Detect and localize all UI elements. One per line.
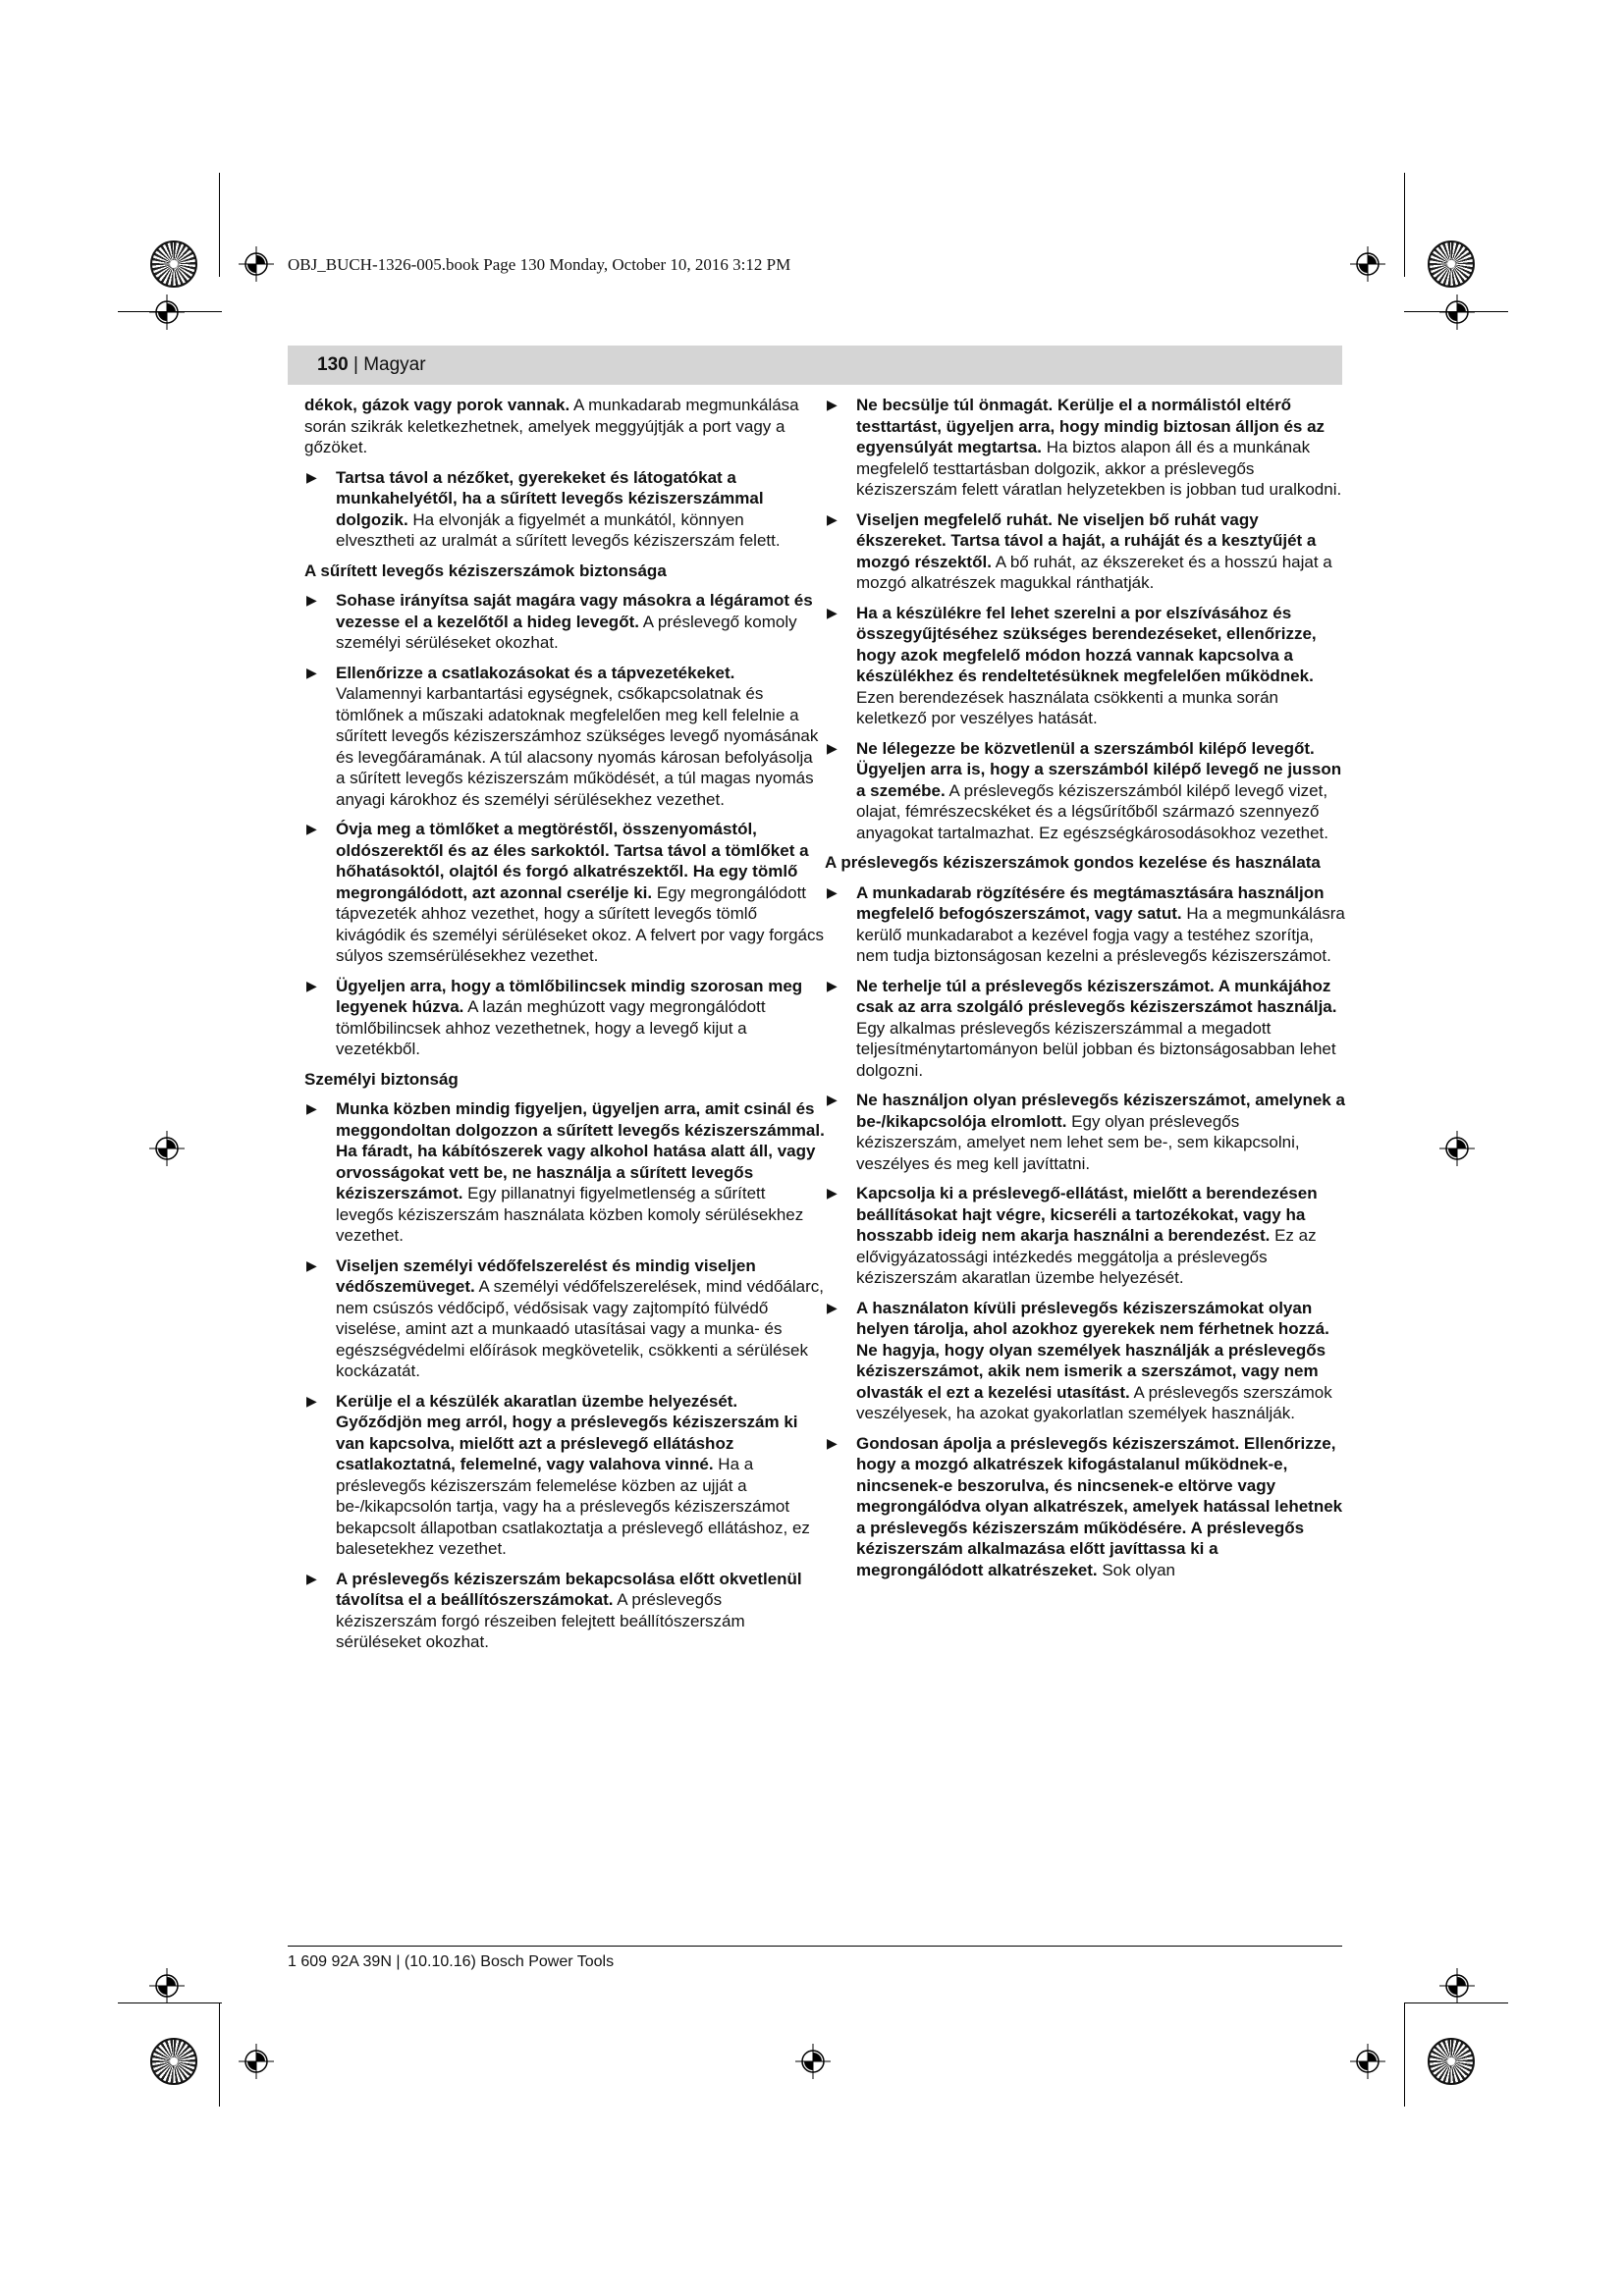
triangle-right-icon: ▶ [827, 977, 838, 993]
triangle-right-icon: ▶ [306, 1392, 317, 1409]
crosshair-target-icon [1439, 294, 1475, 330]
list-item: ▶ Munka közben mindig figyeljen, ügyeljen arra, amit csinál és meggondoltan dolgozzon a sűrített levegős kéziszerszámmal. Ha fáradt, ha kábítószerek vagy alkohol hatása alatt áll, vagy orvosságokat vett be, ne használja a sűrített levegős kéziszerszámot. Egy pillanatnyi figyelmetlenség a sűrített levegős kéziszerszám használata közben komoly sérülésekhez vezethet. [306, 1099, 825, 1245]
list-item: ▶ Ne becsülje túl önmagát. Kerülje el a normálistól eltérő testtartást, ügyeljen arra, hogy mindig biztosan álljon és az egyensúlyát megtartsa. Ha biztos alapon áll és a munkának megfelelő testtartásban dolgozik, akkor a préslevegős kéziszerszám felett váratlan helyzetekben is jobban tud uralkodni. [827, 396, 1342, 499]
section-heading: A préslevegős kéziszerszámok gondos kezelése és használata [825, 853, 1321, 872]
crosshair-target-icon [149, 294, 185, 330]
section-name: Magyar [363, 354, 426, 375]
list-item: ▶ Ne lélegezze be közvetlenül a szerszámból kilépő levegőt. Ügyeljen arra is, hogy a szerszámból kilépő levegő ne jusson a szemébe. A préslevegős kéziszerszámból kilépő levegő vizet, olajat, fémrészecskéket és a légsűrítőből származó szennyező anyagokat tartalmazhat. Ez egészségkárosodásokhoz vezethet. [827, 738, 1342, 842]
triangle-right-icon: ▶ [827, 1299, 838, 1315]
list-item: ▶ Sohase irányítsa saját magára vagy másokra a légáramot és vezesse el a kezelőtől a hideg levegőt. A préslevegő komoly személyi sérüléseket okozhat. [306, 591, 813, 652]
triangle-right-icon: ▶ [827, 397, 838, 412]
list-item: ▶ Ügyeljen arra, hogy a tömlőbilincsek mindig szorosan meg legyenek húzva. A lazán meghúzott vagy megrongálódott tömlőbilincsek ahhoz vezethetnek, hogy a levegő kijut a vezetékből. [306, 976, 803, 1058]
list-item: ▶ A munkadarab rögzítésére és megtámasztására használjon megfelelő befogószerszámot, vagy satut. Ha a megmunkálásra kerülő munkadarabot a kezével fogja vagy a testéhez szorítja, nem tudja biztonságosan kezelni a préslevegős kéziszerszámot. [827, 882, 1345, 965]
registration-mark-icon [150, 240, 197, 288]
right-column [825, 395, 1345, 1589]
triangle-right-icon: ▶ [827, 1092, 838, 1107]
crosshair-target-icon [1350, 246, 1385, 282]
crop-line [1404, 2002, 1405, 2107]
triangle-right-icon: ▶ [306, 592, 317, 608]
page-header-bar [288, 346, 1342, 385]
crop-line [1404, 173, 1405, 277]
triangle-right-icon: ▶ [827, 1185, 838, 1201]
triangle-right-icon: ▶ [306, 468, 317, 485]
triangle-right-icon: ▶ [827, 739, 838, 756]
list-item: ▶ Viseljen személyi védőfelszerelést és mindig viseljen védőszemüveget. A személyi védőfelszerelések, mind védőálarc, nem csúszós védőcipő, védősisak vagy zajtompító fülvédő viselése, amint azt a munkaadó utasításai vagy a munka- és egészségvédelmi előírások megkövetelik, csökkenti a sérülések kockázatát. [306, 1255, 825, 1380]
crosshair-target-icon [1439, 1131, 1475, 1166]
list-item: ▶ Kerülje el a készülék akaratlan üzembe helyezését. Győződjön meg arról, hogy a préslevegős kéziszerszám ki van kapcsolva, mielőtt azt a préslevegő ellátáshoz csatlakoztatná, felemelné, vagy valahova vinné. Ha a préslevegős kéziszerszám felemelése közben az ujját a be-/kikapcsolón tartja, vagy ha a préslevegős kéziszerszámot bekapcsolt állapotban csatlakoztatja a préslevegő ellátáshoz, ez balesetekhez vezethet. [306, 1391, 810, 1558]
crosshair-target-icon [1439, 1968, 1475, 2003]
section-heading: A sűrített levegős kéziszerszámok biztonsága [304, 561, 667, 580]
triangle-right-icon: ▶ [306, 977, 317, 993]
list-item: ▶ Ellenőrizze a csatlakozásokat és a tápvezetékeket. Valamennyi karbantartási egységnek, csőkapcsolatnak és tömlőnek a műszaki adatoknak megfelelően meg kell felelnie a sűrített levegős kéziszerszámhoz szükséges levegő nyomásának és levegőáramának. A túl alacsony nyomás károsan befolyásolja a sűrített levegős kéziszerszám működését, a túl magas nyomás anyagi károkhoz és személyi sérülésekhez vezethet. [306, 663, 819, 809]
crosshair-target-icon [149, 1968, 185, 2003]
page-footer: 1 609 92A 39N | (10.10.16) Bosch Power Tools [288, 1953, 615, 1970]
left-column [304, 395, 825, 1662]
crop-line [219, 173, 220, 277]
file-info-line: OBJ_BUCH-1326-005.book Page 130 Monday, October 10, 2016 3:12 PM [288, 255, 791, 274]
list-item: ▶ Ne terhelje túl a préslevegős kéziszerszámot. A munkájához csak az arra szolgáló préslevegős kéziszerszámot használja. Egy alkalmas préslevegős kéziszerszámmal a megadott teljesítménytartományon belül jobban és biztonságosabban lehet dolgozni. [827, 976, 1337, 1080]
triangle-right-icon: ▶ [306, 1570, 317, 1586]
triangle-right-icon: ▶ [306, 1256, 317, 1273]
triangle-right-icon: ▶ [306, 821, 317, 836]
list-item: ▶ Gondosan ápolja a préslevegős kéziszerszámot. Ellenőrizze, hogy a mozgó alkatrészek kifogástalanul működnek-e, nincsenek-e beszorulva, és nincsenek-e eltörve vagy megrongálódva olyan alkatrészek, amelyek hatással lehetnek a préslevegős kéziszerszám működésére. A préslevegős kéziszerszám alkalmazása előtt javíttassa ki a megrongálódott alkatrészeket. Sok olyan [827, 1433, 1343, 1579]
page-title: 130 | Magyar [317, 354, 426, 375]
crop-line [219, 2002, 220, 2107]
list-item: ▶ A préslevegős kéziszerszám bekapcsolása előtt okvetlenül távolítsa el a beállítószerszámokat. A préslevegős kéziszerszám forgó részeiben felejtett beállítószerszám sérüléseket okozhat. [306, 1569, 802, 1651]
crosshair-target-icon [149, 1131, 185, 1166]
registration-mark-icon [150, 2038, 197, 2085]
list-item: ▶ Kapcsolja ki a préslevegő-ellátást, mielőtt a berendezésen beállításokat hajt végre, kicseréli a tartozékokat, vagy ha hosszabb ideig nem akarja használni a berendezést. Ez az elővigyázatossági intézkedés meggátolja a préslevegős kéziszerszám akaratlan üzembe helyezését. [827, 1184, 1318, 1287]
triangle-right-icon: ▶ [306, 1100, 317, 1116]
list-item: ▶ Ne használjon olyan préslevegős kéziszerszámot, amelynek a be-/kikapcsolója elromlott. Egy olyan préslevegős kéziszerszám, amelyet nem lehet sem be-, sem kikapcsolni, veszélyes és meg kell javíttatni. [827, 1091, 1345, 1173]
registration-mark-icon [1428, 2038, 1475, 2085]
paragraph: dékok, gázok vagy porok vannak. A munkadarab megmunkálása során szikrák keletkezhetnek, amelyek meggyújtják a port vagy a gőzöket. [304, 396, 799, 456]
crosshair-target-icon [795, 2044, 831, 2079]
section-heading: Személyi biztonság [304, 1069, 459, 1089]
triangle-right-icon: ▶ [306, 664, 317, 680]
list-item: ▶ Óvja meg a tömlőket a megtöréstől, összenyomástól, oldószerektől és az éles sarkoktól. Tartsa távol a tömlőket a hőhatásoktól, olajtól és forgó alkatrészektől. Ha egy tömlő megrongálódott, azt azonnal cserélje ki. Egy megrongálódott tápvezeték ahhoz vezethet, hogy a sűrített levegős tömlő kivágódik és személyi sérüléseket okoz. A felvert por vagy forgács súlyos szemsérülésekhez vezethet. [306, 820, 825, 965]
footer-divider [288, 1946, 1342, 1947]
crosshair-target-icon [239, 246, 274, 282]
triangle-right-icon: ▶ [827, 883, 838, 900]
list-item: ▶ Ha a készülékre fel lehet szerelni a por elszívásához és összegyűjtéséhez szükséges berendezéseket, ellenőrizze, hogy azok megfelelő módon hozzá vannak kapcsolva a készülékhez és rendeltetésüknek megfelelően működnek. Ezen berendezések használata csökkenti a munka során keletkező por veszélyes hatását. [827, 603, 1317, 727]
registration-mark-icon [1428, 240, 1475, 288]
list-item: ▶ A használaton kívüli préslevegős kéziszerszámokat olyan helyen tárolja, ahol azokhoz gyerekek nem férhetnek hozzá. Ne hagyja, hogy olyan személyek használják a préslevegős kéziszerszámot, akik nem ismerik a szerszámot, vagy nem olvasták el ezt a kezelési utasítást. A préslevegős szerszámok veszélyesek, ha azokat gyakorlatlan személyek használják. [827, 1298, 1332, 1422]
triangle-right-icon: ▶ [827, 1434, 838, 1451]
crosshair-target-icon [1350, 2044, 1385, 2079]
list-item: ▶ Tartsa távol a nézőket, gyerekeket és látogatókat a munkahelyétől, ha a sűrített levegős kéziszerszámmal dolgozik. Ha elvonják a figyelmét a munkától, könnyen elvesztheti az uralmát a sűrített levegős kéziszerszám felett. [306, 467, 781, 550]
triangle-right-icon: ▶ [827, 510, 838, 527]
list-item: ▶ Viseljen megfelelő ruhát. Ne viseljen bő ruhát vagy ékszereket. Tartsa távol a haját, a ruháját és a kesztyűjét a mozgó részektől. A bő ruhát, az ékszereket és a hosszú hajat a mozgó alkatrészek magukkal ránthatják. [827, 509, 1332, 592]
triangle-right-icon: ▶ [827, 604, 838, 620]
page-number: 130 [317, 354, 349, 375]
crosshair-target-icon [239, 2044, 274, 2079]
